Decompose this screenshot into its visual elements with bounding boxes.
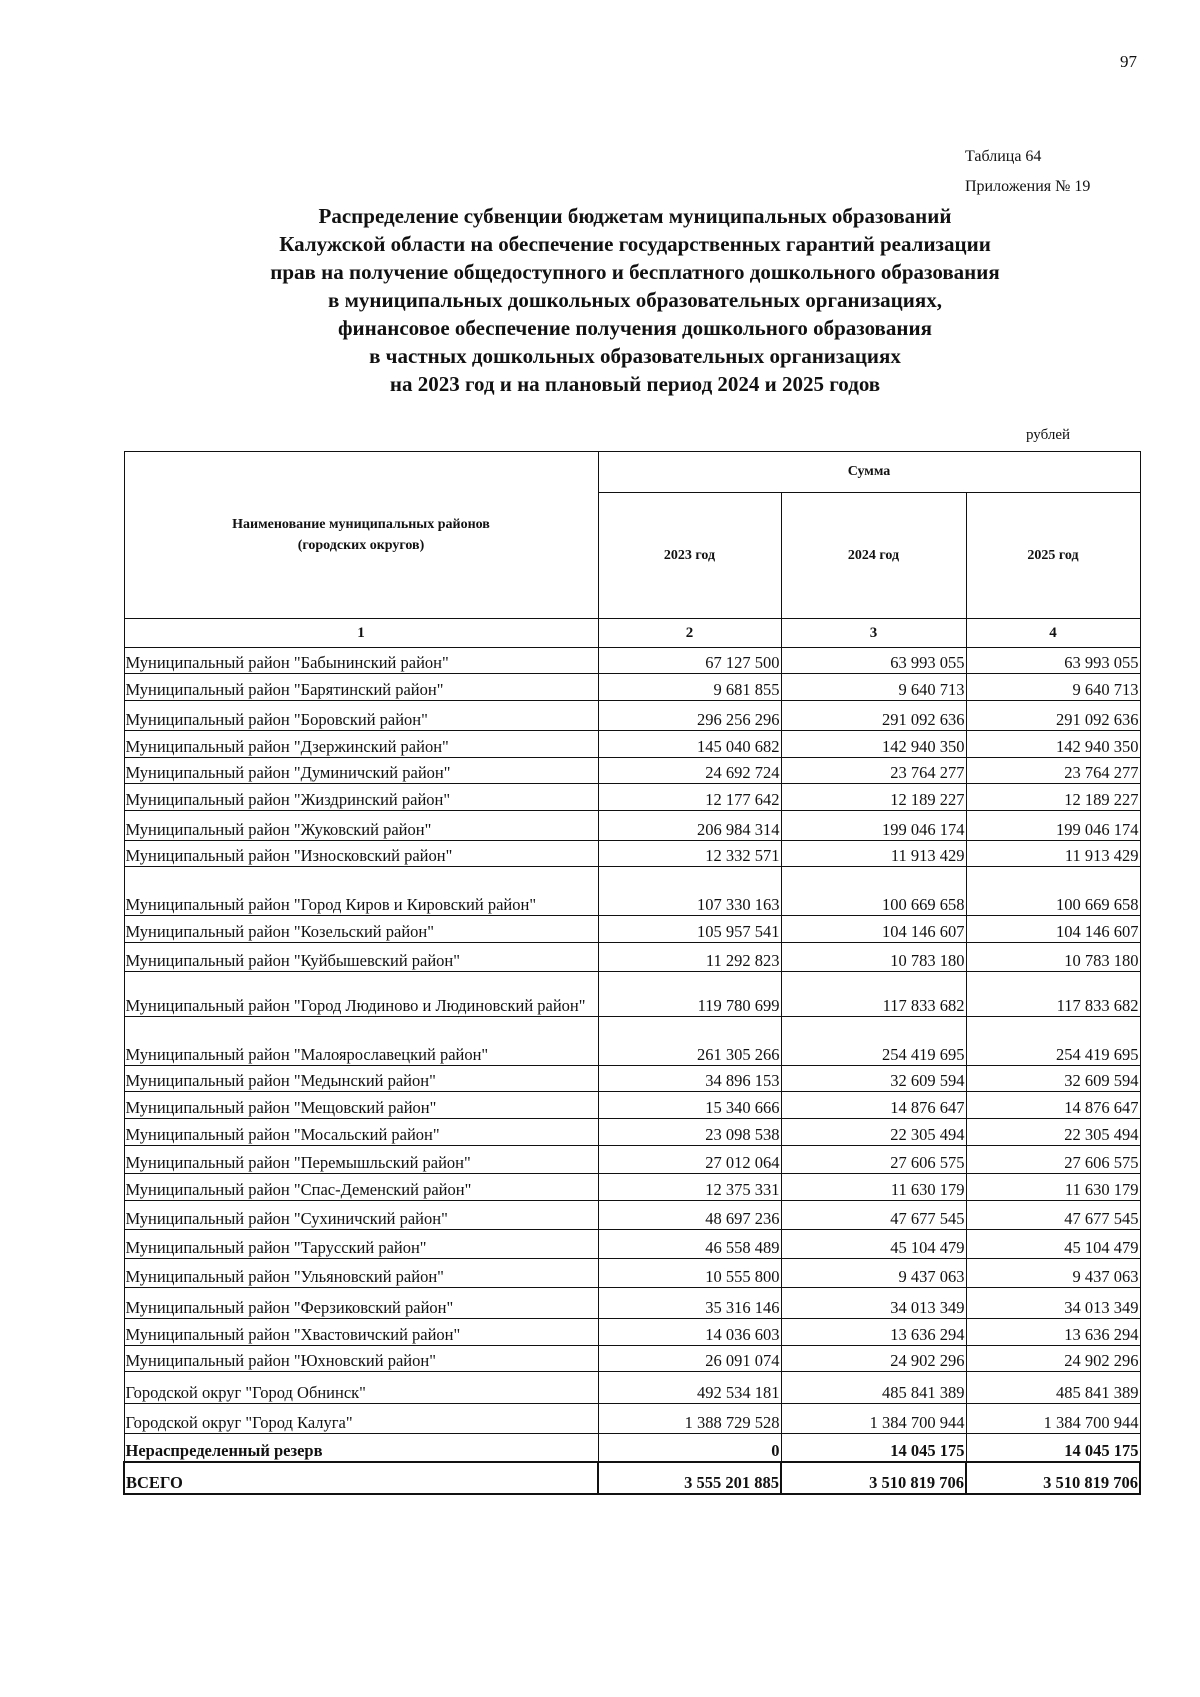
amount-2023-cell: 9 681 855: [598, 674, 781, 701]
amount-2023-cell: 145 040 682: [598, 731, 781, 758]
table-row: [124, 1346, 1140, 1372]
amount-2025-cell: 199 046 174: [966, 811, 1140, 841]
amount-2025-cell: 13 636 294: [966, 1319, 1140, 1346]
title-line: Распределение субвенции бюджетам муниципальных образований: [318, 204, 952, 228]
amount-2024-cell: 22 305 494: [781, 1119, 966, 1146]
amount-2024-cell: 104 146 607: [781, 916, 966, 943]
amount-2025-cell: 32 609 594: [966, 1066, 1140, 1092]
district-name-cell: Муниципальный район "Город Людиново и Людиновский район": [124, 972, 598, 1017]
district-name-cell: Муниципальный район "Куйбышевский район": [124, 943, 598, 972]
title-line: Калужской области на обеспечение государственных гарантий реализации: [279, 232, 991, 256]
amount-2025-cell: 3 510 819 706: [966, 1462, 1140, 1494]
amount-2023-cell: 46 558 489: [598, 1230, 781, 1259]
amount-2023-cell: 12 332 571: [598, 841, 781, 867]
amount-2024-cell: 199 046 174: [781, 811, 966, 841]
title-line: в муниципальных дошкольных образовательных организациях,: [328, 288, 942, 312]
amount-2025-cell: 12 189 227: [966, 784, 1140, 811]
amount-2024-cell: 14 045 175: [781, 1434, 966, 1463]
amount-2025-cell: 142 940 350: [966, 731, 1140, 758]
amount-2025-cell: 22 305 494: [966, 1119, 1140, 1146]
amount-2024-cell: 32 609 594: [781, 1066, 966, 1092]
units-label: рублей: [1026, 427, 1071, 443]
table-reference: [965, 142, 1090, 202]
amount-2024-cell: 142 940 350: [781, 731, 966, 758]
table-row: [124, 648, 1140, 674]
amount-2023-cell: 35 316 146: [598, 1288, 781, 1319]
amount-2023-cell: 23 098 538: [598, 1119, 781, 1146]
amount-2023-cell: 34 896 153: [598, 1066, 781, 1092]
year-header-2024: 2024 год: [781, 493, 966, 619]
amount-2025-cell: 63 993 055: [966, 648, 1140, 674]
table-row: [124, 1146, 1140, 1174]
table-row: [124, 784, 1140, 811]
title-line: прав на получение общедоступного и бесплатного дошкольного образования: [270, 260, 1000, 284]
amount-2024-cell: 12 189 227: [781, 784, 966, 811]
amount-2023-cell: 27 012 064: [598, 1146, 781, 1174]
amount-2024-cell: 117 833 682: [781, 972, 966, 1017]
amount-2025-cell: 10 783 180: [966, 943, 1140, 972]
amount-2025-cell: 9 640 713: [966, 674, 1140, 701]
table-row: [124, 867, 1140, 916]
title-line: в частных дошкольных образовательных организациях: [369, 344, 901, 368]
year-header-2023: 2023 год: [598, 493, 781, 619]
column-number: 1: [124, 619, 598, 648]
table-body: [124, 619, 1140, 1495]
sum-header: Сумма: [598, 452, 1140, 493]
amount-2024-cell: 9 640 713: [781, 674, 966, 701]
amount-2023-cell: 107 330 163: [598, 867, 781, 916]
district-name-cell: Муниципальный район "Дзержинский район": [124, 731, 598, 758]
district-name-cell: Муниципальный район "Жиздринский район": [124, 784, 598, 811]
amount-2025-cell: 14 876 647: [966, 1092, 1140, 1119]
amount-2025-cell: 104 146 607: [966, 916, 1140, 943]
amount-2025-cell: 291 092 636: [966, 701, 1140, 731]
amount-2024-cell: 13 636 294: [781, 1319, 966, 1346]
table-row: [124, 811, 1140, 841]
amount-2024-cell: 11 913 429: [781, 841, 966, 867]
page-number: 97: [1120, 52, 1137, 71]
district-name-cell: Муниципальный район "Хвастовичский район": [124, 1319, 598, 1346]
amount-2025-cell: 45 104 479: [966, 1230, 1140, 1259]
amount-2024-cell: 11 630 179: [781, 1174, 966, 1201]
table-row: [124, 943, 1140, 972]
column-number: 3: [781, 619, 966, 648]
amount-2025-cell: 100 669 658: [966, 867, 1140, 916]
year-header-2025: 2025 год: [966, 493, 1140, 619]
district-name-cell: ВСЕГО: [124, 1462, 598, 1494]
table-row: [124, 1119, 1140, 1146]
table-row: [124, 1066, 1140, 1092]
amount-2023-cell: 24 692 724: [598, 758, 781, 784]
table-row: [124, 1230, 1140, 1259]
amount-2023-cell: 12 375 331: [598, 1174, 781, 1201]
amount-2023-cell: 105 957 541: [598, 916, 781, 943]
name-column-header: [124, 452, 598, 619]
amount-2025-cell: 23 764 277: [966, 758, 1140, 784]
district-name-cell: Городской округ "Город Калуга": [124, 1404, 598, 1434]
district-name-cell: Муниципальный район "Козельский район": [124, 916, 598, 943]
amount-2023-cell: 0: [598, 1434, 781, 1463]
district-name-cell: Муниципальный район "Перемышльский район": [124, 1146, 598, 1174]
amount-2023-cell: 26 091 074: [598, 1346, 781, 1372]
district-name-cell: Муниципальный район "Износковский район": [124, 841, 598, 867]
district-name-cell: Муниципальный район "Сухиничский район": [124, 1201, 598, 1230]
table-row: [124, 1092, 1140, 1119]
name-header-line: (городских округов): [297, 538, 425, 553]
amount-2024-cell: 100 669 658: [781, 867, 966, 916]
amount-2023-cell: 14 036 603: [598, 1319, 781, 1346]
amount-2024-cell: 9 437 063: [781, 1259, 966, 1288]
district-name-cell: Муниципальный район "Барятинский район": [124, 674, 598, 701]
amount-2023-cell: 261 305 266: [598, 1017, 781, 1066]
amount-2024-cell: 34 013 349: [781, 1288, 966, 1319]
title-line: на 2023 год и на плановый период 2024 и 2025 годов: [389, 372, 881, 396]
district-name-cell: Муниципальный район "Думиничский район": [124, 758, 598, 784]
amount-2025-cell: 117 833 682: [966, 972, 1140, 1017]
amount-2025-cell: 14 045 175: [966, 1434, 1140, 1463]
table-number: Таблица 64: [965, 148, 1042, 165]
table-row: [124, 1372, 1140, 1404]
amount-2025-cell: 11 630 179: [966, 1174, 1140, 1201]
amount-2023-cell: 10 555 800: [598, 1259, 781, 1288]
column-number: 2: [598, 619, 781, 648]
table-row: [124, 1017, 1140, 1066]
table-row: [124, 701, 1140, 731]
table-row: [124, 1288, 1140, 1319]
district-name-cell: Муниципальный район "Тарусский район": [124, 1230, 598, 1259]
district-name-cell: Муниципальный район "Ферзиковский район": [124, 1288, 598, 1319]
district-name-cell: Муниципальный район "Медынский район": [124, 1066, 598, 1092]
table-row: [124, 1404, 1140, 1434]
table-row: [124, 731, 1140, 758]
subvention-table: [123, 451, 1141, 1495]
amount-2023-cell: 296 256 296: [598, 701, 781, 731]
amount-2023-cell: 119 780 699: [598, 972, 781, 1017]
column-numbers-row: [124, 619, 1140, 648]
district-name-cell: Нераспределенный резерв: [124, 1434, 598, 1463]
amount-2024-cell: 47 677 545: [781, 1201, 966, 1230]
amount-2025-cell: 34 013 349: [966, 1288, 1140, 1319]
name-header-line: Наименование муниципальных районов: [232, 517, 490, 532]
amount-2024-cell: 24 902 296: [781, 1346, 966, 1372]
document-title: [130, 202, 1140, 398]
district-name-cell: Муниципальный район "Спас-Деменский район": [124, 1174, 598, 1201]
amount-2024-cell: 1 384 700 944: [781, 1404, 966, 1434]
column-number: 4: [966, 619, 1140, 648]
total-row: [124, 1462, 1140, 1494]
table-row: [124, 1259, 1140, 1288]
amount-2025-cell: 254 419 695: [966, 1017, 1140, 1066]
district-name-cell: Муниципальный район "Ульяновский район": [124, 1259, 598, 1288]
amount-2025-cell: 1 384 700 944: [966, 1404, 1140, 1434]
amount-2024-cell: 23 764 277: [781, 758, 966, 784]
district-name-cell: Муниципальный район "Юхновский район": [124, 1346, 598, 1372]
table-row: [124, 758, 1140, 784]
table-row: [124, 1174, 1140, 1201]
district-name-cell: Муниципальный район "Боровский район": [124, 701, 598, 731]
amount-2023-cell: 48 697 236: [598, 1201, 781, 1230]
district-name-cell: Муниципальный район "Мещовский район": [124, 1092, 598, 1119]
district-name-cell: Муниципальный район "Мосальский район": [124, 1119, 598, 1146]
amount-2024-cell: 14 876 647: [781, 1092, 966, 1119]
reserve-row: [124, 1434, 1140, 1463]
amount-2024-cell: 63 993 055: [781, 648, 966, 674]
amount-2023-cell: 15 340 666: [598, 1092, 781, 1119]
amount-2023-cell: 206 984 314: [598, 811, 781, 841]
amount-2023-cell: 11 292 823: [598, 943, 781, 972]
amount-2024-cell: 10 783 180: [781, 943, 966, 972]
amount-2023-cell: 3 555 201 885: [598, 1462, 781, 1494]
amount-2024-cell: 27 606 575: [781, 1146, 966, 1174]
title-line: финансовое обеспечение получения дошкольного образования: [338, 316, 932, 340]
amount-2025-cell: 485 841 389: [966, 1372, 1140, 1404]
amount-2023-cell: 492 534 181: [598, 1372, 781, 1404]
table-row: [124, 972, 1140, 1017]
amount-2025-cell: 24 902 296: [966, 1346, 1140, 1372]
table-row: [124, 1201, 1140, 1230]
district-name-cell: Муниципальный район "Жуковский район": [124, 811, 598, 841]
amount-2025-cell: 27 606 575: [966, 1146, 1140, 1174]
table-row: [124, 841, 1140, 867]
amount-2023-cell: 1 388 729 528: [598, 1404, 781, 1434]
table-row: [124, 916, 1140, 943]
amount-2023-cell: 67 127 500: [598, 648, 781, 674]
district-name-cell: Муниципальный район "Бабынинский район": [124, 648, 598, 674]
amount-2024-cell: 45 104 479: [781, 1230, 966, 1259]
amount-2025-cell: 9 437 063: [966, 1259, 1140, 1288]
amount-2024-cell: 254 419 695: [781, 1017, 966, 1066]
amount-2024-cell: 3 510 819 706: [781, 1462, 966, 1494]
district-name-cell: Муниципальный район "Малоярославецкий район": [124, 1017, 598, 1066]
district-name-cell: Городской округ "Город Обнинск": [124, 1372, 598, 1404]
amount-2024-cell: 485 841 389: [781, 1372, 966, 1404]
amount-2025-cell: 11 913 429: [966, 841, 1140, 867]
amount-2024-cell: 291 092 636: [781, 701, 966, 731]
amount-2025-cell: 47 677 545: [966, 1201, 1140, 1230]
district-name-cell: Муниципальный район "Город Киров и Кировский район": [124, 867, 598, 916]
table-row: [124, 1319, 1140, 1346]
table-row: [124, 674, 1140, 701]
appendix-number: Приложения № 19: [965, 178, 1091, 195]
amount-2023-cell: 12 177 642: [598, 784, 781, 811]
